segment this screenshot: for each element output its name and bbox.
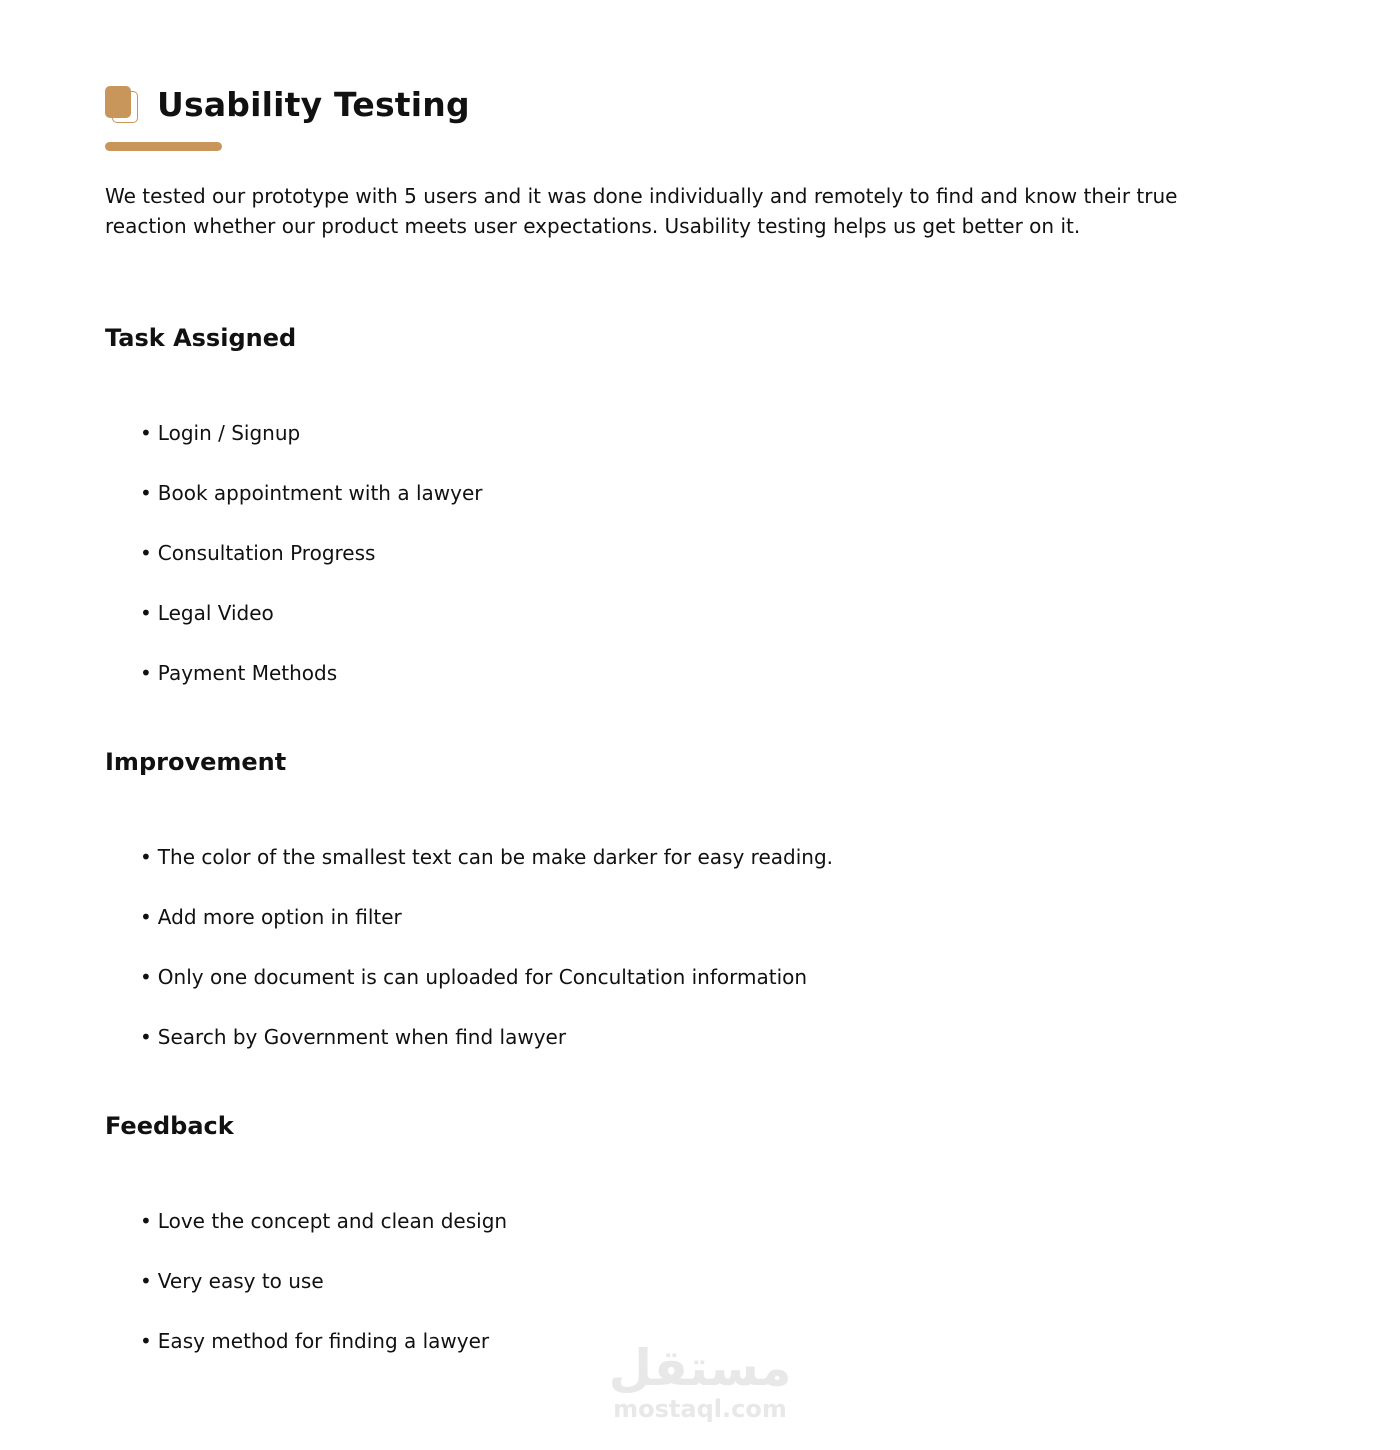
list-item: • Login / Signup [140, 421, 301, 445]
list-item: • Legal Video [140, 601, 274, 625]
watermark-logo: مستقل [608, 1339, 792, 1397]
document-icon [105, 85, 139, 123]
list-item: • Search by Government when find lawyer [140, 1025, 567, 1049]
list-item: • Very easy to use [140, 1269, 324, 1293]
page-header [105, 82, 470, 126]
watermark [600, 1340, 800, 1425]
list-item: • Love the concept and clean design [140, 1209, 508, 1233]
list-item: • The color of the smallest text can be make darker for easy reading. [140, 845, 833, 869]
section-title-feedback: Feedback [105, 1112, 234, 1140]
title-underline [105, 142, 222, 151]
list-item: • Only one document is can uploaded for Concultation information [140, 965, 808, 989]
intro-paragraph: We tested our prototype with 5 users and it was done individually and remotely to find and know their true reaction whether our product meets user expectations. Usability testing helps us get better on it. [105, 184, 1178, 238]
watermark-text: mostaql.com [613, 1395, 787, 1423]
list-item: • Easy method for finding a lawyer [140, 1329, 490, 1353]
list-item: • Add more option in filter [140, 905, 402, 929]
list-item: • Book appointment with a lawyer [140, 481, 483, 505]
section-title-improvement: Improvement [105, 748, 287, 776]
page-title: Usability Testing [157, 84, 470, 124]
list-item: • Payment Methods [140, 661, 338, 685]
task-assigned-list [140, 418, 482, 718]
improvement-list [140, 842, 833, 1082]
list-item: • Consultation Progress [140, 541, 376, 565]
feedback-list [140, 1206, 507, 1386]
section-title-task-assigned: Task Assigned [105, 324, 297, 352]
